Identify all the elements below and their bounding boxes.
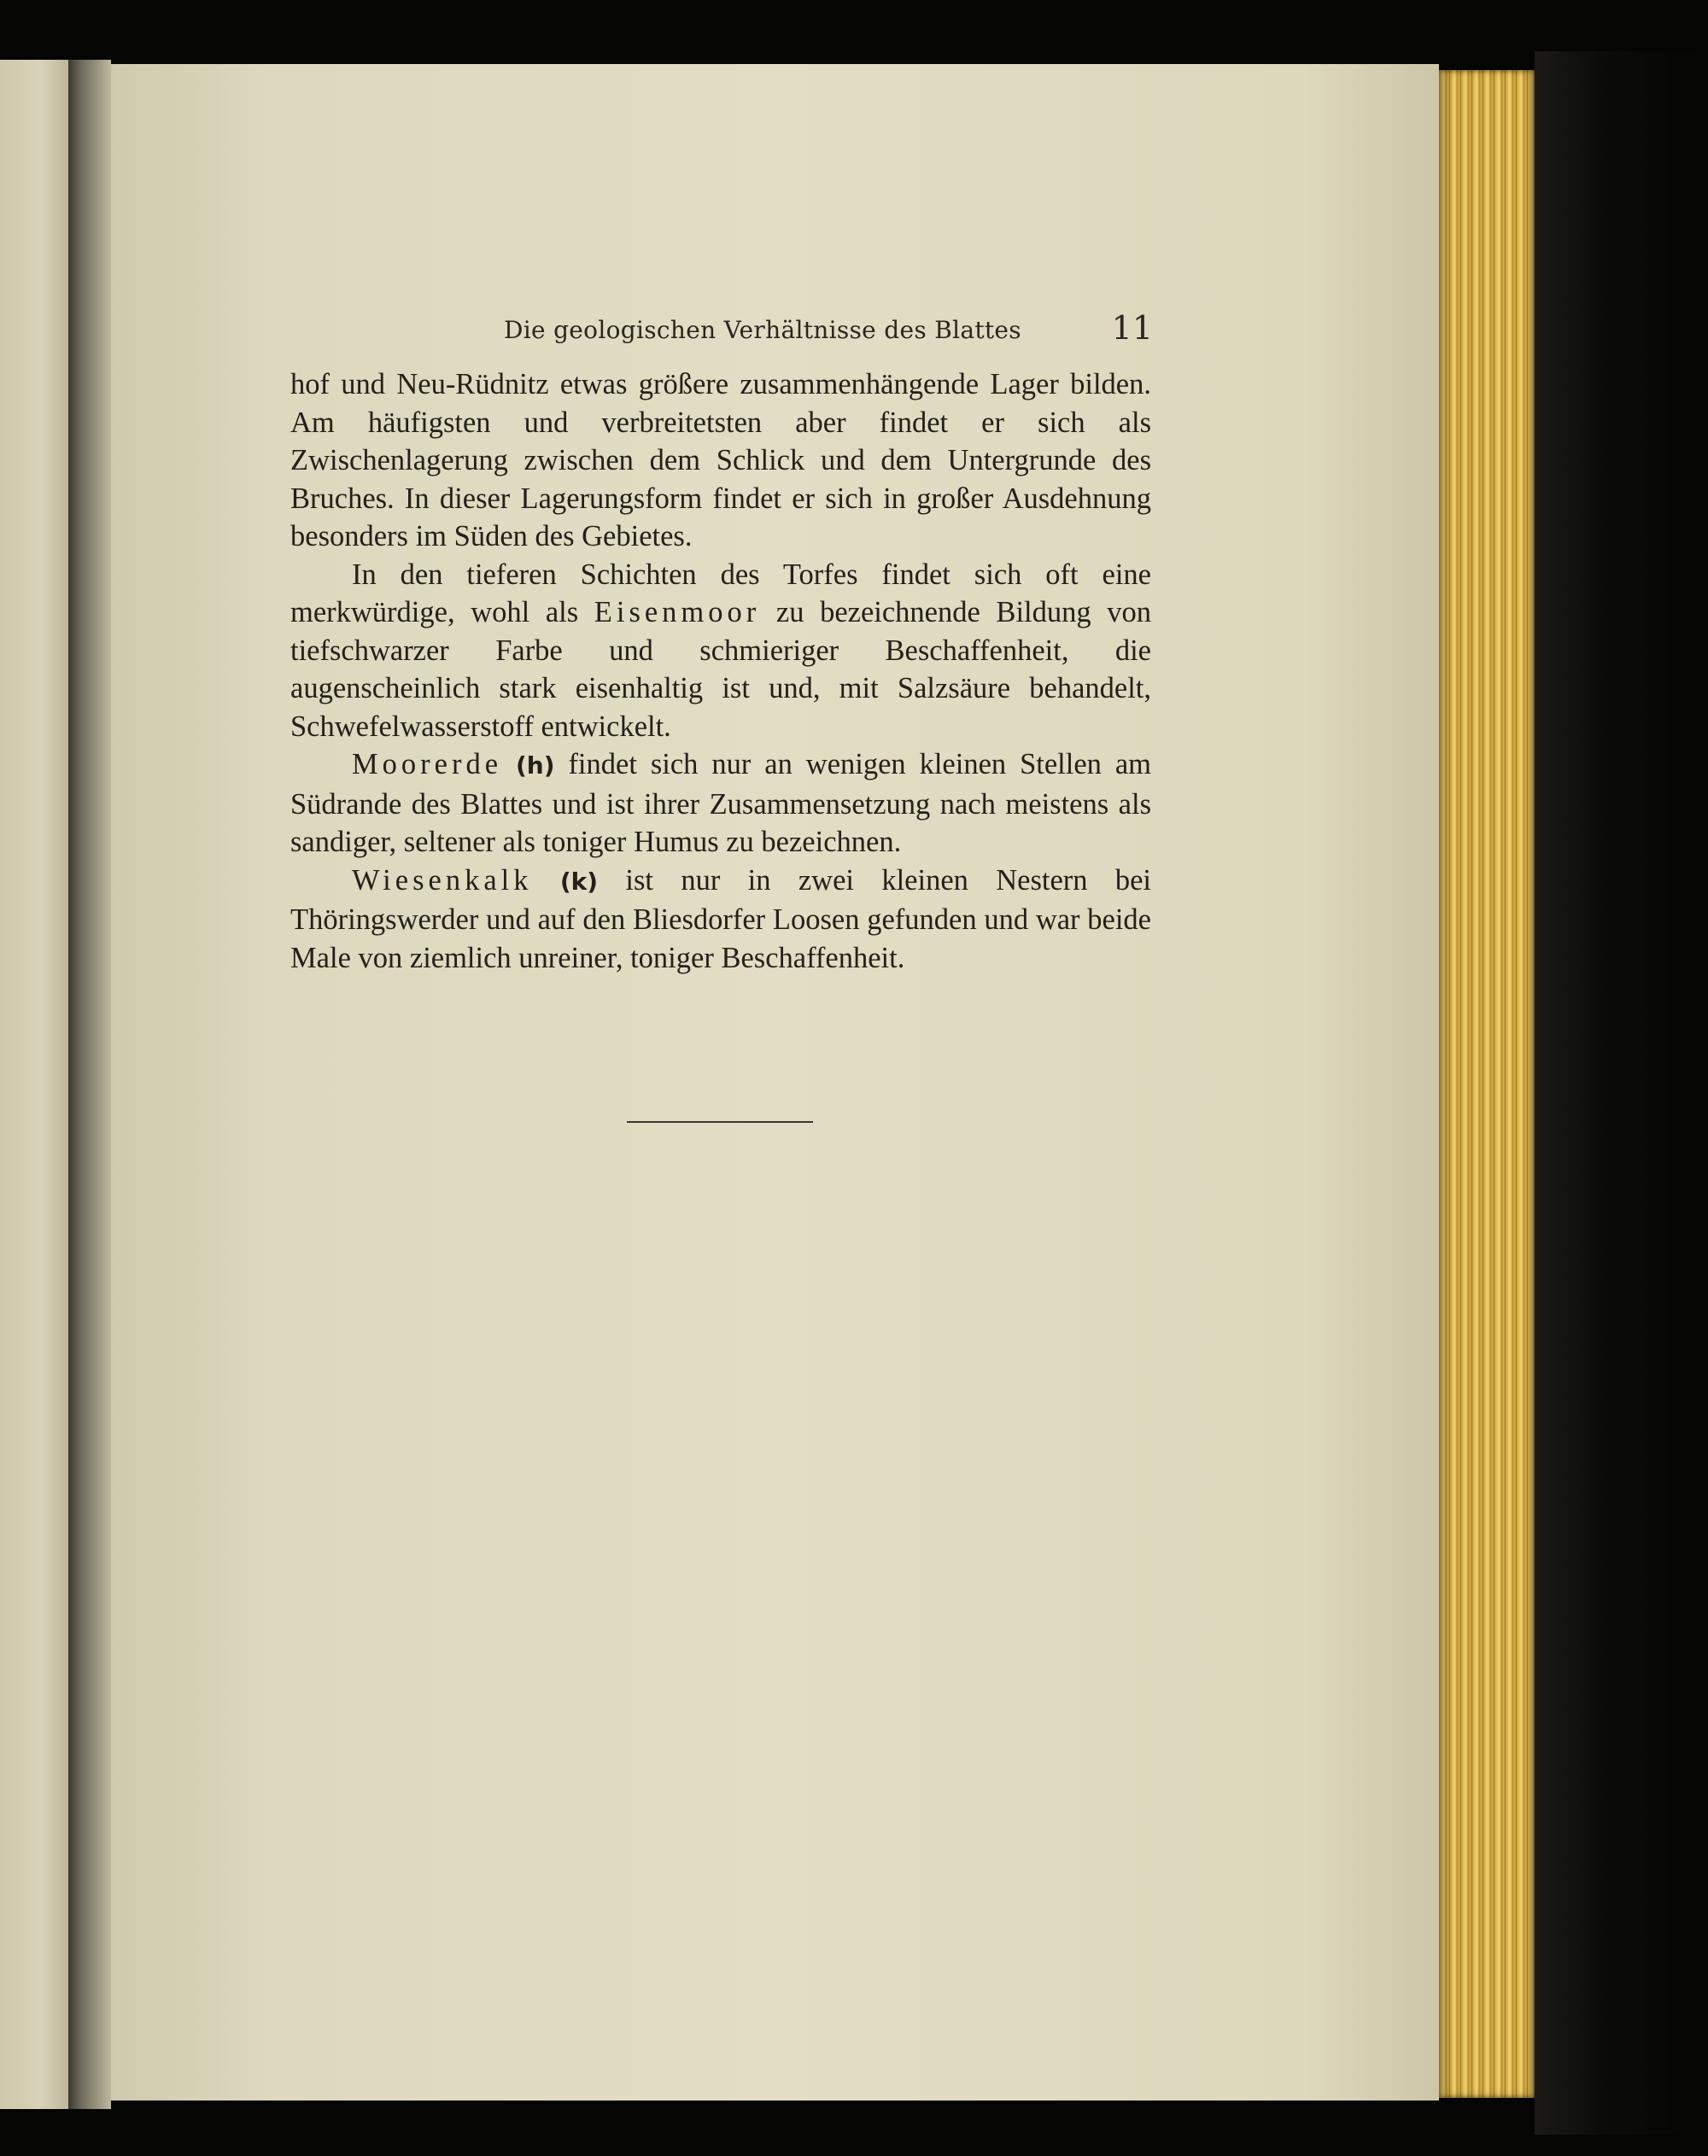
paragraph-3	[290, 745, 1151, 862]
previous-page-edge	[0, 60, 68, 2109]
page-block-edges	[1439, 70, 1535, 2098]
symbol-k: (k)	[559, 867, 599, 896]
paragraph-3-post: findet sich nur an wenigen kleinen Stellen am Südrande des Blattes und ist ihrer Zusammensetzung nach meistens als sandiger, seltener als toniger Humus zu bezeichnen.	[290, 748, 1151, 858]
term-wiesenkalk: Wiesenkalk	[352, 863, 533, 897]
running-head: Die geologischen Verhältnisse des Blattes	[504, 316, 1021, 344]
paragraph-4-post: ist nur in zwei kleinen Nestern bei Thöringswerder und auf den Bliesdorfer Loosen gefunden und war beide Male von ziemlich unreiner, toniger Beschaffenheit.	[290, 863, 1152, 974]
page-number: 11	[1111, 309, 1153, 347]
paragraph-1-text: hof und Neu-Rüdnitz etwas größere zusammenhängende Lager bilden. Am häufigsten und verbreitetsten aber findet er sich als Zwischenlagerung zwischen dem Schlick und dem Untergrunde des Bruches. In dieser Lagerungsform findet er sich in großer Ausdehnung besonders im Süden des Gebietes.	[290, 368, 1151, 552]
body-text	[290, 365, 1151, 977]
end-rule	[627, 1121, 813, 1123]
term-eisenmoor: Eisenmoor	[594, 596, 761, 628]
book-binding	[1535, 51, 1708, 2135]
symbol-h: (h)	[515, 751, 555, 780]
paragraph-4	[290, 862, 1151, 978]
term-moorerde: Moorerde	[352, 748, 503, 780]
page-header	[290, 309, 1153, 360]
paragraph-2-pre: In den tieferen Schichten des Torfes findet sich oft eine merkwürdige, wohl als	[290, 558, 1151, 628]
paragraph-2	[290, 556, 1151, 746]
book-gutter	[68, 60, 111, 2109]
paragraph-2-post: zu bezeichnende Bildung von tiefschwarzer Farbe und schmieriger Beschaffenheit, die augenscheinlich stark eisenhaltig ist und, mit Salzsäure behandelt, Schwefelwasserstoff entwickelt.	[290, 596, 1151, 743]
paragraph-1	[290, 365, 1151, 556]
